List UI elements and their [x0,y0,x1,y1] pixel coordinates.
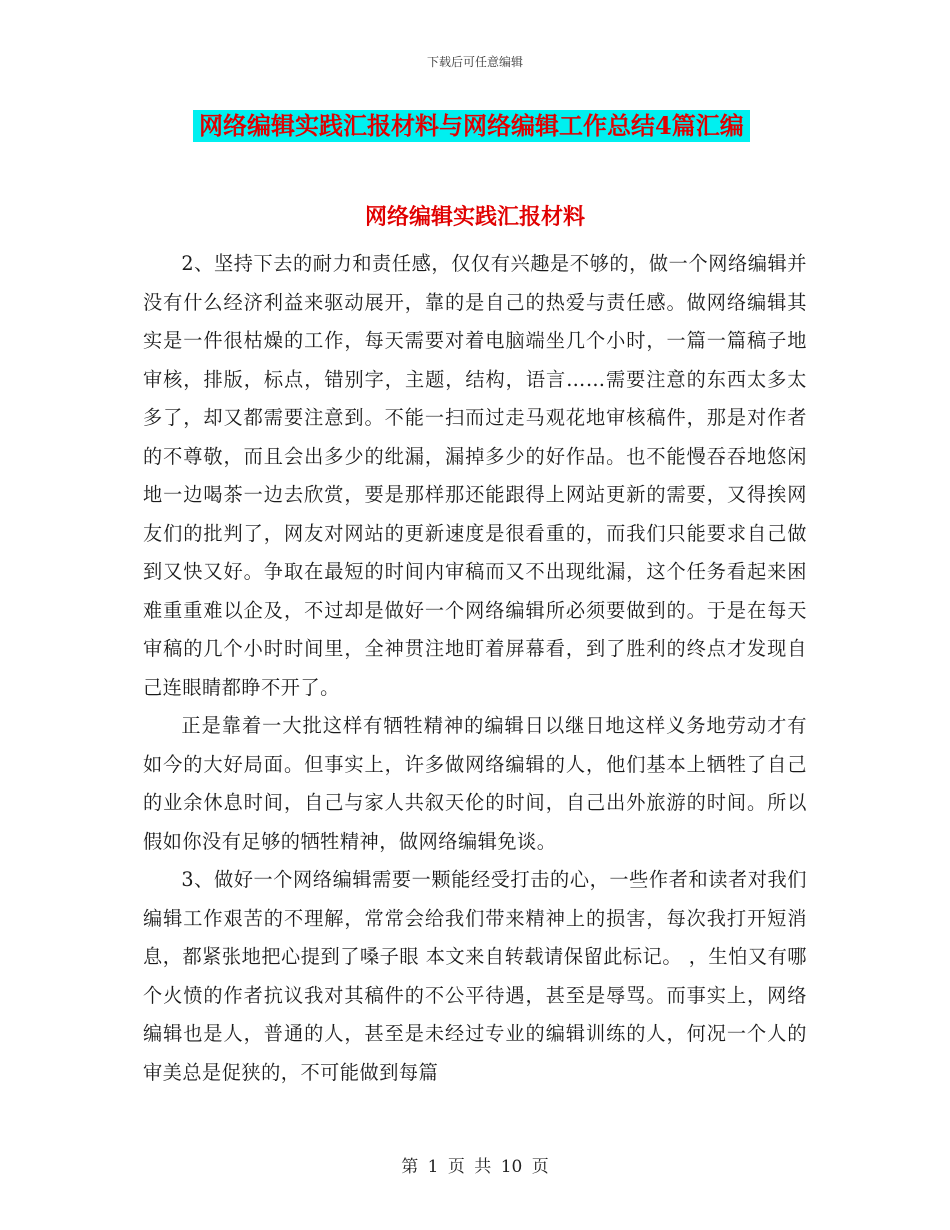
paragraph-1: 2、坚持下去的耐力和责任感，仅仅有兴趣是不够的，做一个网络编辑并没有什么经济利益来驱动展开，靠的是自己的热爱与责任感。做网络编辑其实是一件很枯燥的工作，每天需要对着电脑端坐几个小时，一篇一篇稿子地审核，排版，标点，错别字，主题，结构，语言……需要注意的东西太多太多了，却又都需要注意到。不能一扫而过走马观花地审核稿件，那是对作者的不尊敬，而且会出多少的纰漏，漏掉多少的好作品。也不能慢吞吞地悠闲地一边喝茶一边去欣赏，要是那样那还能跟得上网站更新的需要，又得挨网友们的批判了，网友对网站的更新速度是很看重的，而我们只能要求自己做到又快又好。争取在最短的时间内审稿而又不出现纰漏，这个任务看起来困难重重难以企及，不过却是做好一个网络编辑所必须要做到的。于是在每天审稿的几个小时时间里，全神贯注地盯着屏幕看，到了胜利的终点才发现自己连眼睛都睁不开了。 [143,252,807,699]
page-header-note: 下载后可任意编辑 [426,55,523,69]
paragraph-3: 3、做好一个网络编辑需要一颗能经受打击的心，一些作者和读者对我们编辑工作艰苦的不理解，常常会给我们带来精神上的损害，每次我打开短消息，都紧张地把心提到了嗓子眼 本文来自转载请保留此标记。 ，生怕又有哪个火愤的作者抗议我对其稿件的不公平待遇，甚至是辱骂。而事实上，网络编辑也是人，普通的人，甚至是未经过专业的编辑训练的人，何况一个人的审美总是促狭的，不可能做到每篇 [143,868,807,1084]
paragraph-2: 正是靠着一大批这样有牺牲精神的编辑日以继日地这样义务地劳动才有如今的大好局面。但事实上，许多做网络编辑的人，他们基本上牺牲了自己的业余休息时间，自己与家人共叙天伦的时间，自己出外旅游的时间。所以假如你没有足够的牺牲精神，做网络编辑免谈。 [143,714,807,853]
page-number-footer: 第 1 页 共 10 页 [401,1157,549,1177]
section-heading: 网络编辑实践汇报材料 [364,204,585,230]
document-title: 网络编辑实践汇报材料与网络编辑工作总结4篇汇编 [193,110,750,142]
document-body [143,245,807,1092]
